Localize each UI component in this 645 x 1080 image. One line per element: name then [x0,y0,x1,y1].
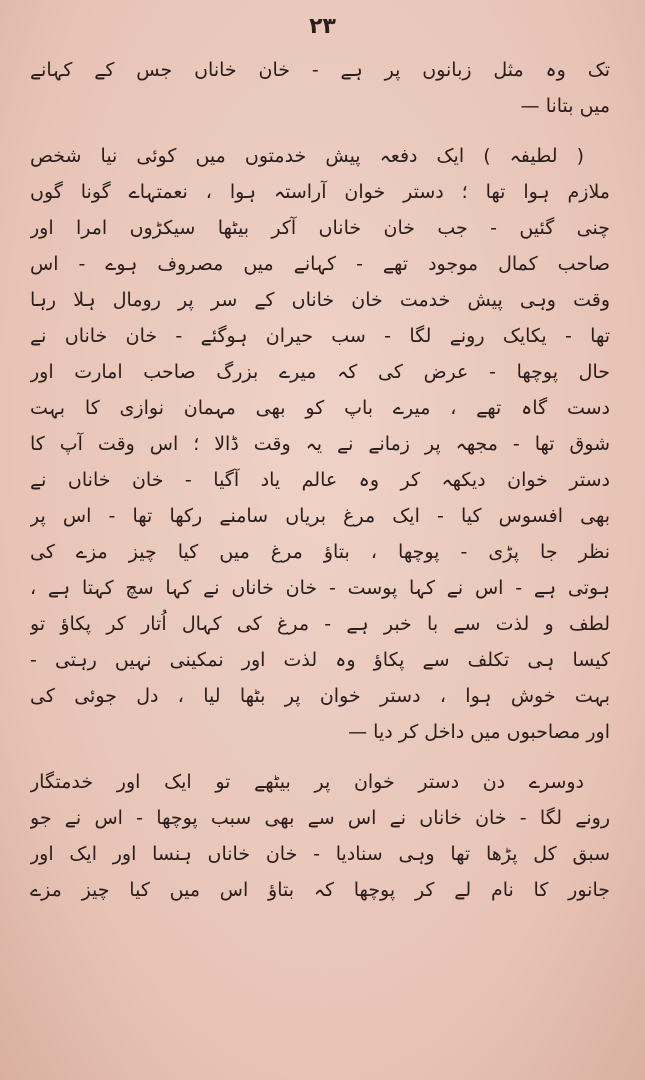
paragraph-2 [30,138,610,750]
page-body [30,52,610,908]
text-line: صاحب کمال موجود تھے - کہانے میں مصروف ہوے - اس [30,253,610,275]
text-line: دوسرے دن دستر خوان پر بیٹھے تو ایک اور خدمتگار [30,771,584,793]
text-line: تھا - یکایک رونے لگا - سب حیران ہوگئے - خان خاناں نے [30,325,610,347]
text-line: میں بتانا — [520,95,610,117]
text-line: دست گاہ تھے ، میرے باپ کو بھی مہمان نوازی کا بہت [30,397,610,419]
text-line: تک وہ مثل زبانوں پر ہے - خان خاناں جس کے کہانے [30,59,610,81]
text-line: دستر خوان دیکھہ کر وہ عالم یاد آگیا - خان خاناں نے [30,469,610,491]
text-line: لطف و لذت سے با خبر ہے - مرغ کی کہال اُتار کر پکاؤ تو [30,613,610,635]
text-line: ملازم ہوا تھا ؛ دستر خوان آراستہ ہوا ، نعمتہاے گونا گوں [30,181,610,203]
text-line: ( لطیفہ ) ایک دفعہ پیش خدمتوں میں کوئی نیا شخص [30,145,584,167]
page-number: ۲۳ [309,14,336,39]
text-line: شوق تھا - مجھہ پر زمانے نے یہ وقت ڈالا ؛ اس وقت آپ کا [30,433,610,455]
text-line: سبق کل پڑھا تھا وہی سنادیا - خان خاناں ہنسا اور ایک اور [30,843,610,865]
text-line: نظر جا پڑی - پوچھا ، بتاؤ مرغ میں کیا چیز مزے کی [30,541,610,563]
text-line: بہت خوش ہوا ، دستر خوان پر بٹھا لیا ، دل جوئی کی [30,685,610,707]
text-line: کیسا ہی تکلف سے پکاؤ وہ لذت اور نمکینی نہیں رہتی - [30,649,610,671]
paragraph-1 [30,52,610,124]
text-line: حال پوچھا - عرض کی کہ میرے بزرگ صاحب امارت اور [30,361,610,383]
text-line: جانور کا نام لے کر پوچھا کہ بتاؤ اس میں کیا چیز مزے [30,879,610,901]
text-line: اور مصاحبوں میں داخل کر دیا — [348,721,610,743]
paragraph-3 [30,764,610,908]
text-line: چنی گئیں - جب خان خاناں آکر بیٹھا سیکڑوں امرا اور [30,217,610,239]
text-line: وقت وہی پیش خدمت خان خاناں کے سر پر رومال ہلا رہا [30,289,610,311]
text-line: رونے لگا - خان خاناں نے اس سے بھی سبب پوچھا - اس نے جو [30,807,610,829]
text-line: بھی افسوس کیا - ایک مرغ بریاں سامنے رکھا تھا - اس پر [30,505,610,527]
text-line: ہوتی ہے - اس نے کہا پوست - خان خاناں نے کہا سچ کہتا ہے ، [30,577,610,599]
